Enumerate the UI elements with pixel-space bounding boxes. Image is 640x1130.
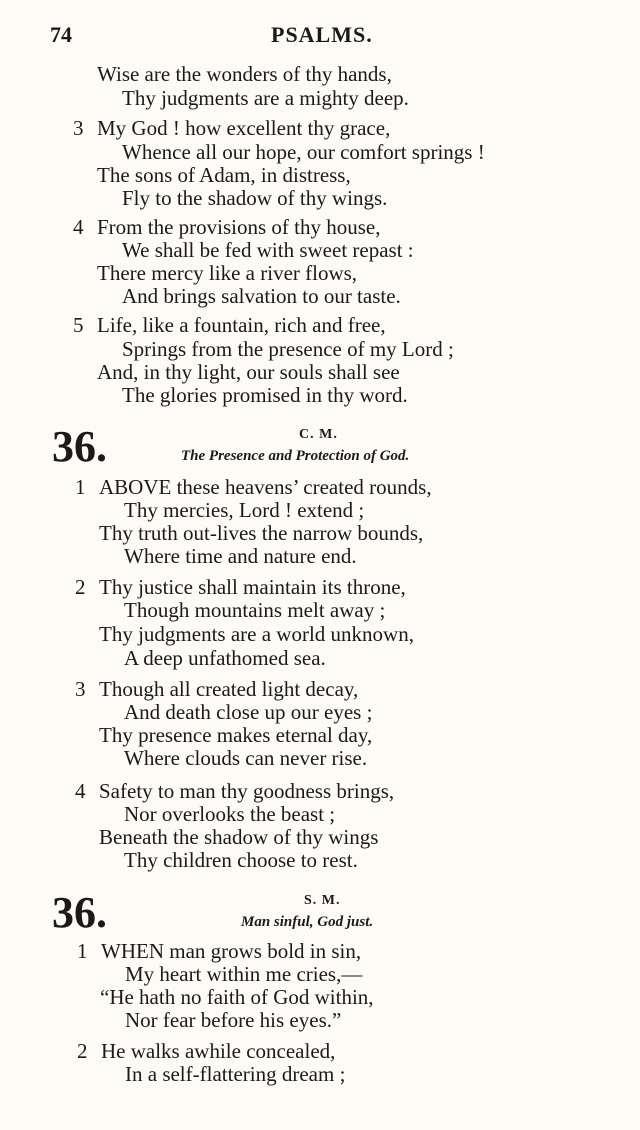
verse-line: The sons of Adam, in distress, <box>97 163 351 187</box>
verse-line: Where time and nature end. <box>124 544 357 568</box>
verse-number: 3 <box>75 677 86 701</box>
verse-number: 1 <box>77 939 88 963</box>
hymn-meter: S. M. <box>304 893 341 908</box>
verse-line: Thy judgments are a world unknown, <box>99 622 414 646</box>
verse-line: We shall be fed with sweet repast : <box>122 238 414 262</box>
verse-number: 5 <box>73 313 84 337</box>
verse-line: He walks awhile concealed, <box>101 1039 336 1063</box>
verse-number: 1 <box>75 475 86 499</box>
verse-line: A deep unfathomed sea. <box>124 646 326 670</box>
page-number: 74 <box>50 22 72 47</box>
verse-number: 2 <box>75 575 86 599</box>
verse-line: Nor overlooks the beast ; <box>124 802 336 826</box>
verse-line: Though mountains melt away ; <box>124 598 386 622</box>
verse-line: Fly to the shadow of thy wings. <box>122 186 388 210</box>
verse-number: 4 <box>75 779 86 803</box>
hymn-subtitle: The Presence and Protection of God. <box>181 448 410 464</box>
verse-line: There mercy like a river flows, <box>97 261 358 285</box>
running-title: PSALMS. <box>271 22 373 47</box>
verse-line: Thy presence makes eternal day, <box>99 723 373 747</box>
verse-number: 2 <box>77 1039 88 1063</box>
verse-line: The glories promised in thy word. <box>122 383 408 407</box>
verse-line: Thy mercies, Lord ! extend ; <box>124 498 365 522</box>
verse-line: “He hath no faith of God within, <box>100 985 374 1009</box>
verse-line: My heart within me cries,— <box>125 962 363 986</box>
verse-line: Thy justice shall maintain its throne, <box>99 575 406 599</box>
verse-line: Whence all our hope, our comfort springs ! <box>122 140 485 164</box>
verse-line: And brings salvation to our taste. <box>122 284 401 308</box>
verse-number: 3 <box>73 116 84 140</box>
verse-line: And death close up our eyes ; <box>124 700 373 724</box>
verse-line: Thy truth out-lives the narrow bounds, <box>99 521 424 545</box>
verse-line: From the provisions of thy house, <box>97 215 381 239</box>
hymn-number: 36. <box>52 888 107 937</box>
verse-line: Safety to man thy goodness brings, <box>99 779 395 803</box>
hymn-meter: C. M. <box>299 427 338 442</box>
verse-line: In a self-flattering dream ; <box>125 1062 346 1086</box>
verse-number: 4 <box>73 215 84 239</box>
hymn-number: 36. <box>52 422 107 471</box>
verse-line: My God ! how excellent thy grace, <box>97 116 391 140</box>
verse-line: Nor fear before his eyes.” <box>125 1008 342 1032</box>
verse-line: Beneath the shadow of thy wings <box>99 825 379 849</box>
verse-line: Springs from the presence of my Lord ; <box>122 337 454 361</box>
hymn-subtitle: Man sinful, God just. <box>241 914 374 930</box>
verse-line: Though all created light decay, <box>99 677 359 701</box>
verse-line: Thy children choose to rest. <box>124 848 358 872</box>
verse-line: Life, like a fountain, rich and free, <box>97 313 386 337</box>
page-header <box>0 22 640 52</box>
stanza-line: Wise are the wonders of thy hands, <box>97 62 392 86</box>
verse-line: And, in thy light, our souls shall see <box>97 360 400 384</box>
verse-line: WHEN man grows bold in sin, <box>101 939 362 963</box>
stanza-line: Thy judgments are a mighty deep. <box>122 86 409 110</box>
verse-line: ABOVE these heavens’ created rounds, <box>99 475 432 499</box>
verse-line: Where clouds can never rise. <box>124 746 368 770</box>
